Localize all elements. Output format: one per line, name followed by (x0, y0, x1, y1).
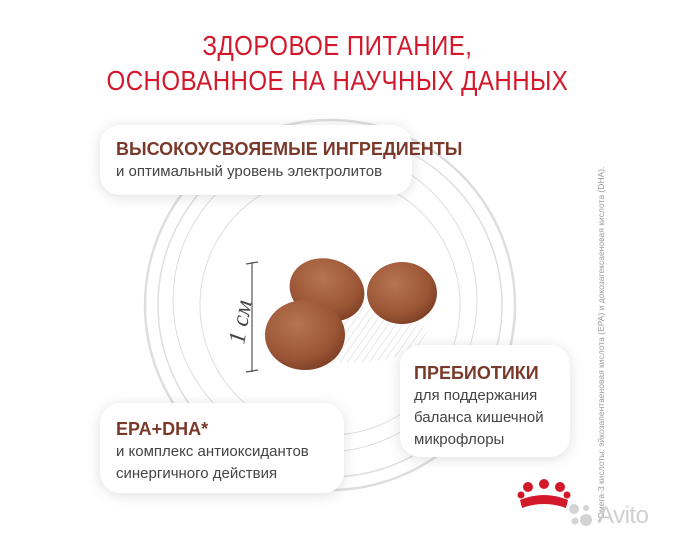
scale-label: 1 см (224, 298, 258, 347)
epa-dha-card (100, 403, 344, 493)
ingredients-text: и оптимальный уровень электролитов (116, 163, 383, 180)
prebiotics-card (400, 345, 570, 457)
headline-line-1: ЗДОРОВОЕ ПИТАНИЕ, (202, 30, 473, 61)
royal-canin-crown-logo (516, 478, 572, 512)
headline-line-2: ОСНОВАННОЕ НА НАУЧНЫХ ДАННЫХ (106, 65, 569, 96)
epa-dha-text-line-2: синергичного действия (116, 465, 278, 482)
epa-dha-title: EPA+DHA* (116, 419, 209, 439)
prebiotics-text-line-1: для поддержания (414, 387, 538, 404)
headline (47, 28, 628, 98)
footnote (596, 137, 608, 522)
avito-logo-icon (565, 500, 595, 530)
ingredients-title: ВЫСОКОУСВОЯЕМЫЕ ИНГРЕДИЕНТЫ (116, 139, 463, 159)
avito-watermark: Avito (598, 502, 649, 529)
prebiotics-text-line-2: баланса кишечной (414, 409, 544, 426)
prebiotics-text-line-3: микрофлоры (414, 431, 505, 448)
prebiotics-title: ПРЕБИОТИКИ (414, 363, 539, 383)
footnote-text: *Омега-3 кислоты: эйкозапентаеновая кислота (EPA) и докозагексаеновая кислота (DHA). (596, 166, 606, 522)
epa-dha-text-line-1: и комплекс антиоксидантов (116, 443, 309, 460)
ingredients-card (100, 125, 463, 195)
